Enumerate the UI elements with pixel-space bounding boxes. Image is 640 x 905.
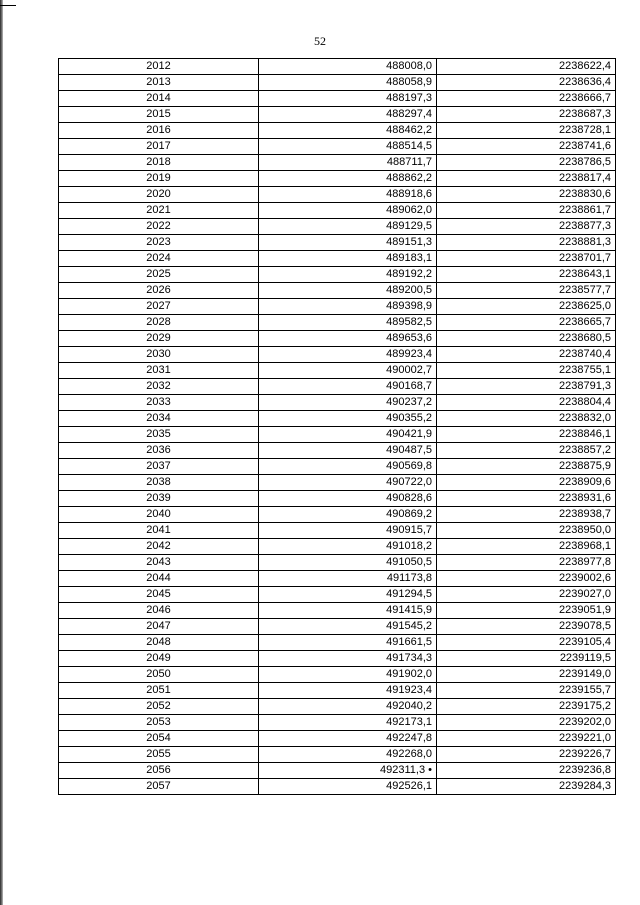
x-coordinate-cell: 490569,8 xyxy=(259,459,437,475)
y-coordinate-cell: 2238977,8 xyxy=(437,555,616,571)
table-row xyxy=(59,187,616,203)
y-coordinate-cell: 2239202,0 xyxy=(437,715,616,731)
table-row xyxy=(59,107,616,123)
table-row xyxy=(59,779,616,795)
x-coordinate-cell: 489192,2 xyxy=(259,267,437,283)
table-row xyxy=(59,59,616,75)
y-coordinate-cell: 2239051,9 xyxy=(437,603,616,619)
x-coordinate-cell: 490421,9 xyxy=(259,427,437,443)
point-number-cell: 2038 xyxy=(59,475,259,491)
x-coordinate-cell: 492173,1 xyxy=(259,715,437,731)
point-number-cell: 2021 xyxy=(59,203,259,219)
table-row xyxy=(59,443,616,459)
page-number: 52 xyxy=(314,34,326,48)
table-row xyxy=(59,139,616,155)
point-number-cell: 2057 xyxy=(59,779,259,795)
x-coordinate-cell: 491545,2 xyxy=(259,619,437,635)
x-coordinate-cell: 491294,5 xyxy=(259,587,437,603)
table-row xyxy=(59,203,616,219)
y-coordinate-cell: 2238830,6 xyxy=(437,187,616,203)
table-row xyxy=(59,299,616,315)
x-coordinate-cell: 491661,5 xyxy=(259,635,437,651)
x-coordinate-cell: 490002,7 xyxy=(259,363,437,379)
x-coordinate-cell: 489653,6 xyxy=(259,331,437,347)
point-number-cell: 2012 xyxy=(59,59,259,75)
point-number-cell: 2031 xyxy=(59,363,259,379)
y-coordinate-cell: 2238728,1 xyxy=(437,123,616,139)
y-coordinate-cell: 2239155,7 xyxy=(437,683,616,699)
table-row xyxy=(59,267,616,283)
table-row xyxy=(59,731,616,747)
table-row xyxy=(59,347,616,363)
point-number-cell: 2023 xyxy=(59,235,259,251)
x-coordinate-cell: 488462,2 xyxy=(259,123,437,139)
x-coordinate-cell: 489062,0 xyxy=(259,203,437,219)
x-coordinate-cell: 489151,3 xyxy=(259,235,437,251)
x-coordinate-cell: 490828,6 xyxy=(259,491,437,507)
x-coordinate-cell: 491923,4 xyxy=(259,683,437,699)
x-coordinate-cell: 491018,2 xyxy=(259,539,437,555)
scan-edge-shadow xyxy=(0,0,3,905)
y-coordinate-cell: 2238846,1 xyxy=(437,427,616,443)
y-coordinate-cell: 2238877,3 xyxy=(437,219,616,235)
y-coordinate-cell: 2238968,1 xyxy=(437,539,616,555)
table-row xyxy=(59,491,616,507)
table-row xyxy=(59,363,616,379)
point-number-cell: 2055 xyxy=(59,747,259,763)
point-number-cell: 2041 xyxy=(59,523,259,539)
x-coordinate-cell: 492040,2 xyxy=(259,699,437,715)
x-coordinate-cell: 488197,3 xyxy=(259,91,437,107)
y-coordinate-cell: 2238832,0 xyxy=(437,411,616,427)
y-coordinate-cell: 2239149,0 xyxy=(437,667,616,683)
y-coordinate-cell: 2238791,3 xyxy=(437,379,616,395)
table-row xyxy=(59,651,616,667)
point-number-cell: 2047 xyxy=(59,619,259,635)
y-coordinate-cell: 2238817,4 xyxy=(437,171,616,187)
point-number-cell: 2029 xyxy=(59,331,259,347)
y-coordinate-cell: 2238875,9 xyxy=(437,459,616,475)
point-number-cell: 2034 xyxy=(59,411,259,427)
point-number-cell: 2018 xyxy=(59,155,259,171)
point-number-cell: 2043 xyxy=(59,555,259,571)
x-coordinate-cell: 489183,1 xyxy=(259,251,437,267)
table-row xyxy=(59,619,616,635)
point-number-cell: 2016 xyxy=(59,123,259,139)
y-coordinate-cell: 2238741,6 xyxy=(437,139,616,155)
x-coordinate-cell: 491415,9 xyxy=(259,603,437,619)
y-coordinate-cell: 2239175,2 xyxy=(437,699,616,715)
y-coordinate-cell: 2238665,7 xyxy=(437,315,616,331)
y-coordinate-cell: 2239236,8 xyxy=(437,763,616,779)
point-number-cell: 2033 xyxy=(59,395,259,411)
coordinates-table xyxy=(58,58,616,795)
table-row xyxy=(59,155,616,171)
table-row xyxy=(59,667,616,683)
table-row xyxy=(59,331,616,347)
y-coordinate-cell: 2239105,4 xyxy=(437,635,616,651)
point-number-cell: 2026 xyxy=(59,283,259,299)
x-coordinate-cell: 489582,5 xyxy=(259,315,437,331)
scan-artifact-line xyxy=(0,5,16,6)
x-coordinate-cell: 488008,0 xyxy=(259,59,437,75)
coordinates-table-body xyxy=(59,59,616,795)
point-number-cell: 2048 xyxy=(59,635,259,651)
y-coordinate-cell: 2238804,4 xyxy=(437,395,616,411)
point-number-cell: 2054 xyxy=(59,731,259,747)
table-row xyxy=(59,379,616,395)
y-coordinate-cell: 2239221,0 xyxy=(437,731,616,747)
y-coordinate-cell: 2239078,5 xyxy=(437,619,616,635)
x-coordinate-cell: 488918,6 xyxy=(259,187,437,203)
x-coordinate-cell: 492268,0 xyxy=(259,747,437,763)
point-number-cell: 2052 xyxy=(59,699,259,715)
table-row xyxy=(59,475,616,491)
y-coordinate-cell: 2238687,3 xyxy=(437,107,616,123)
table-row xyxy=(59,251,616,267)
point-number-cell: 2044 xyxy=(59,571,259,587)
table-row xyxy=(59,763,616,779)
x-coordinate-cell: 492311,3 • xyxy=(259,763,437,779)
table-row xyxy=(59,91,616,107)
table-row xyxy=(59,699,616,715)
y-coordinate-cell: 2238643,1 xyxy=(437,267,616,283)
y-coordinate-cell: 2238577,7 xyxy=(437,283,616,299)
table-row xyxy=(59,171,616,187)
x-coordinate-cell: 488711,7 xyxy=(259,155,437,171)
table-row xyxy=(59,603,616,619)
table-row xyxy=(59,315,616,331)
point-number-cell: 2014 xyxy=(59,91,259,107)
y-coordinate-cell: 2238740,4 xyxy=(437,347,616,363)
x-coordinate-cell: 491902,0 xyxy=(259,667,437,683)
point-number-cell: 2037 xyxy=(59,459,259,475)
table-row xyxy=(59,523,616,539)
y-coordinate-cell: 2238636,4 xyxy=(437,75,616,91)
table-row xyxy=(59,459,616,475)
table-row xyxy=(59,683,616,699)
table-row xyxy=(59,427,616,443)
y-coordinate-cell: 2238909,6 xyxy=(437,475,616,491)
y-coordinate-cell: 2238622,4 xyxy=(437,59,616,75)
x-coordinate-cell: 489398,9 xyxy=(259,299,437,315)
x-coordinate-cell: 488297,4 xyxy=(259,107,437,123)
point-number-cell: 2017 xyxy=(59,139,259,155)
x-coordinate-cell: 488058,9 xyxy=(259,75,437,91)
y-coordinate-cell: 2238861,7 xyxy=(437,203,616,219)
point-number-cell: 2053 xyxy=(59,715,259,731)
point-number-cell: 2050 xyxy=(59,667,259,683)
point-number-cell: 2051 xyxy=(59,683,259,699)
x-coordinate-cell: 490915,7 xyxy=(259,523,437,539)
point-number-cell: 2027 xyxy=(59,299,259,315)
x-coordinate-cell: 489200,5 xyxy=(259,283,437,299)
table-row xyxy=(59,539,616,555)
x-coordinate-cell: 490355,2 xyxy=(259,411,437,427)
table-row xyxy=(59,411,616,427)
table-row xyxy=(59,747,616,763)
y-coordinate-cell: 2238881,3 xyxy=(437,235,616,251)
point-number-cell: 2013 xyxy=(59,75,259,91)
table-row xyxy=(59,123,616,139)
x-coordinate-cell: 490168,7 xyxy=(259,379,437,395)
y-coordinate-cell: 2239027,0 xyxy=(437,587,616,603)
point-number-cell: 2022 xyxy=(59,219,259,235)
x-coordinate-cell: 490869,2 xyxy=(259,507,437,523)
table-row xyxy=(59,587,616,603)
y-coordinate-cell: 2238680,5 xyxy=(437,331,616,347)
table-row xyxy=(59,283,616,299)
x-coordinate-cell: 491173,8 xyxy=(259,571,437,587)
x-coordinate-cell: 492526,1 xyxy=(259,779,437,795)
y-coordinate-cell: 2238666,7 xyxy=(437,91,616,107)
y-coordinate-cell: 2238938,7 xyxy=(437,507,616,523)
y-coordinate-cell: 2238931,6 xyxy=(437,491,616,507)
table-row xyxy=(59,571,616,587)
table-row xyxy=(59,635,616,651)
x-coordinate-cell: 490722,0 xyxy=(259,475,437,491)
y-coordinate-cell: 2239284,3 xyxy=(437,779,616,795)
point-number-cell: 2039 xyxy=(59,491,259,507)
point-number-cell: 2015 xyxy=(59,107,259,123)
table-row xyxy=(59,555,616,571)
table-row xyxy=(59,219,616,235)
point-number-cell: 2020 xyxy=(59,187,259,203)
x-coordinate-cell: 488514,5 xyxy=(259,139,437,155)
point-number-cell: 2035 xyxy=(59,427,259,443)
table-row xyxy=(59,507,616,523)
point-number-cell: 2024 xyxy=(59,251,259,267)
y-coordinate-cell: 2239226,7 xyxy=(437,747,616,763)
y-coordinate-cell: 2238701,7 xyxy=(437,251,616,267)
point-number-cell: 2036 xyxy=(59,443,259,459)
x-coordinate-cell: 491050,5 xyxy=(259,555,437,571)
x-coordinate-cell: 488862,2 xyxy=(259,171,437,187)
table-row xyxy=(59,75,616,91)
y-coordinate-cell: 2238625,0 xyxy=(437,299,616,315)
point-number-cell: 2025 xyxy=(59,267,259,283)
table-row xyxy=(59,395,616,411)
point-number-cell: 2019 xyxy=(59,171,259,187)
table-row xyxy=(59,235,616,251)
x-coordinate-cell: 491734,3 xyxy=(259,651,437,667)
y-coordinate-cell: 2238755,1 xyxy=(437,363,616,379)
y-coordinate-cell: 2238950,0 xyxy=(437,523,616,539)
point-number-cell: 2032 xyxy=(59,379,259,395)
y-coordinate-cell: 2238786,5 xyxy=(437,155,616,171)
point-number-cell: 2040 xyxy=(59,507,259,523)
x-coordinate-cell: 492247,8 xyxy=(259,731,437,747)
point-number-cell: 2049 xyxy=(59,651,259,667)
point-number-cell: 2030 xyxy=(59,347,259,363)
point-number-cell: 2046 xyxy=(59,603,259,619)
y-coordinate-cell: 2239119,5 xyxy=(437,651,616,667)
y-coordinate-cell: 2238857,2 xyxy=(437,443,616,459)
x-coordinate-cell: 489129,5 xyxy=(259,219,437,235)
point-number-cell: 2028 xyxy=(59,315,259,331)
x-coordinate-cell: 490487,5 xyxy=(259,443,437,459)
x-coordinate-cell: 489923,4 xyxy=(259,347,437,363)
table-row xyxy=(59,715,616,731)
point-number-cell: 2056 xyxy=(59,763,259,779)
point-number-cell: 2045 xyxy=(59,587,259,603)
y-coordinate-cell: 2239002,6 xyxy=(437,571,616,587)
x-coordinate-cell: 490237,2 xyxy=(259,395,437,411)
point-number-cell: 2042 xyxy=(59,539,259,555)
